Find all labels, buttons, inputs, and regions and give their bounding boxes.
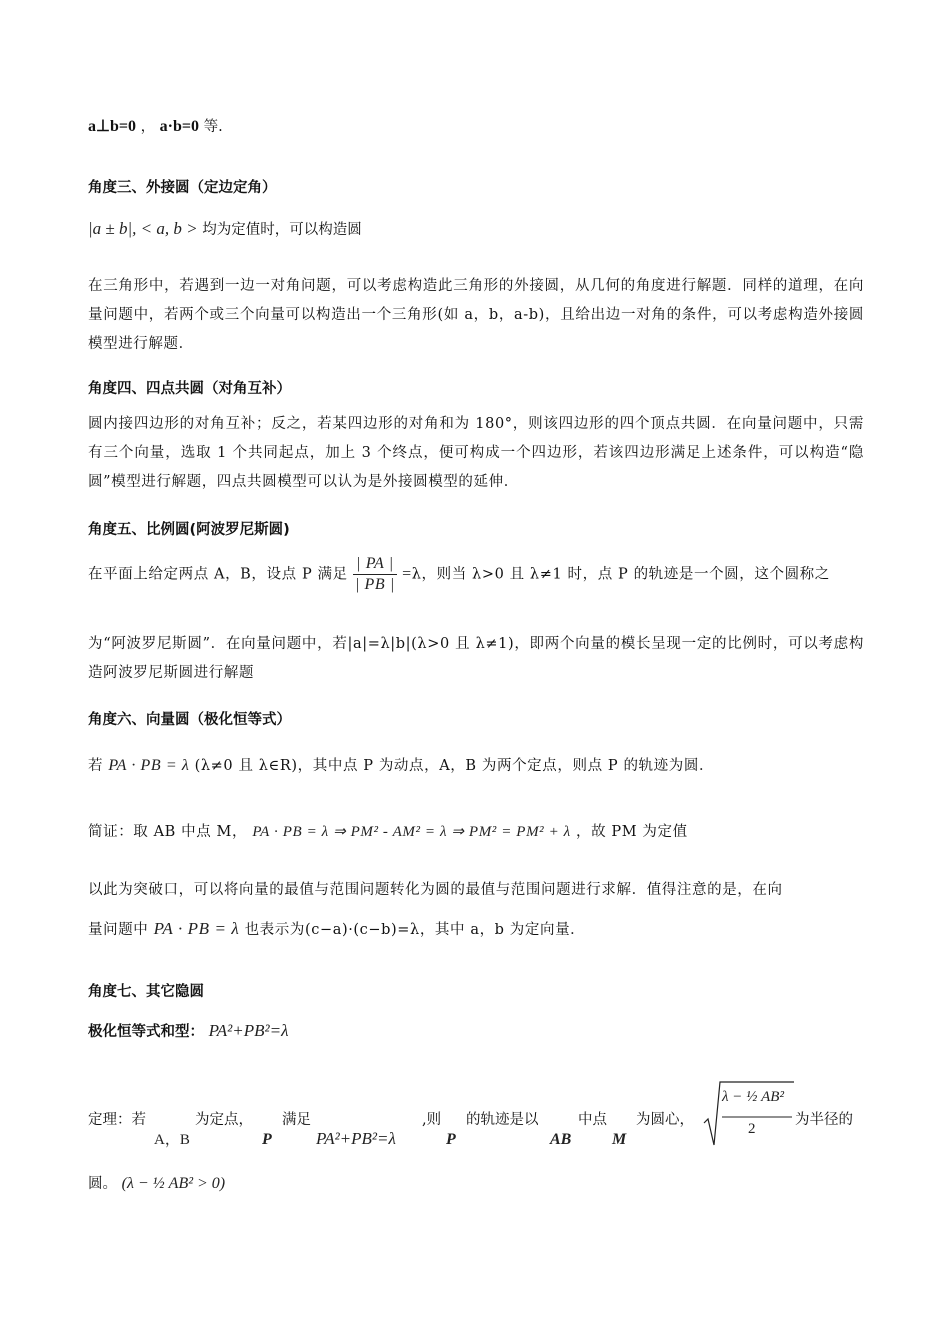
proof-suffix: ，故 PM 为定值 <box>576 824 688 840</box>
comma: ， <box>140 119 156 135</box>
section-6-line3: 以此为突破口，可以将向量的最值与范围问题转化为圆的最值与范围问题进行求解．值得注意的是，在向 <box>88 882 783 898</box>
last-condition: (λ − ½ AB² > 0) <box>121 1175 226 1192</box>
thm-b: 为定点， <box>195 1112 253 1128</box>
ratio-numerator: | PA | <box>353 555 397 575</box>
equals-sign: = <box>402 565 412 583</box>
thm-f: 中点 <box>578 1112 607 1128</box>
section-3-paragraph: 在三角形中，若遇到一边一对角问题，可以考虑构造此三角形的外接圆，从几何的角度进行解题．同样的道理，在向量问题中，若两个或三个向量可以构造出一个三角形(如 a，b，a-b)，且给出边一对角的条件，可以考虑构造外接圆模型进行解题． <box>88 278 864 352</box>
section-3-formula-line <box>88 218 864 248</box>
ruo-text: 若 <box>88 758 104 774</box>
line4-suffix: 也表示为(c−a)·(c−b)=λ，其中 a，b 为定向量． <box>244 922 586 938</box>
section-5-paragraph: 为“阿波罗尼斯圆”．在向量问题中，若|a|=λ|b|(λ>0 且 λ≠1)，即两个向量的模长呈现一定的比例时，可以考虑构造阿波罗尼斯圆进行解题 <box>88 636 864 681</box>
sub-label: 极化恒等式和型： <box>88 1024 204 1040</box>
line4-formula: PA · PB = λ <box>153 919 240 938</box>
section-7-subline <box>88 1020 864 1041</box>
section-6-heading: 角度六、向量圆（极化恒等式） <box>88 712 291 728</box>
thm-a: 定理：若 <box>88 1112 146 1128</box>
perp-formula: a⊥b=0 <box>88 118 136 135</box>
section-5-heading: 角度五、比例圆(阿波罗尼斯圆) <box>88 522 290 538</box>
dot-product-formula: PA · PB = λ <box>108 757 190 774</box>
line4-prefix: 量问题中 <box>88 922 149 938</box>
section-6-line4 <box>88 918 864 939</box>
last-text: 圆。 <box>88 1176 117 1192</box>
proof-formula: PA · PB = λ ⇒ PM² - AM² = λ ⇒ PM² = PM² + λ <box>252 824 571 840</box>
var-ab: A，B <box>154 1132 190 1148</box>
proof-prefix: 简证：取 AB 中点 M， <box>88 824 248 840</box>
var-p: P <box>262 1131 272 1148</box>
sub-formula: PA²+PB²=λ <box>208 1021 289 1040</box>
apollonius-prefix: 在平面上给定两点 A，B，设点 P 满足 <box>88 566 348 583</box>
section-6-line1 <box>88 754 864 775</box>
thm-c: 满足 <box>282 1112 311 1128</box>
apollonius-suffix: λ，则当 λ>0 且 λ≠1 时，点 P 的轨迹是一个圆，这个圆称之 <box>411 566 830 583</box>
section-5-line1 <box>88 555 864 609</box>
formula-suffix: 均为定值时，可以构造圆 <box>202 222 362 238</box>
dot-formula: a·b=0 <box>159 118 200 135</box>
intro-line <box>88 115 864 137</box>
var-m: M <box>612 1131 627 1148</box>
thm-e: 的轨迹是以 <box>466 1112 539 1128</box>
radical-numerator: λ − ½ AB² <box>722 1089 784 1105</box>
thm-h: 为半径的 <box>795 1112 853 1128</box>
thm-g: 为圆心， <box>636 1112 694 1128</box>
section-3-heading: 角度三、外接圆（定边定角） <box>88 180 277 196</box>
theorem-line <box>88 1075 864 1155</box>
line1-rest: (λ≠0 且 λ∈R)，其中点 P 为动点，A，B 为两个定点，则点 P 的轨迹为圆． <box>194 758 715 774</box>
section-6-line2 <box>88 820 864 841</box>
radical-denominator: 2 <box>748 1121 756 1137</box>
thm-d: ,则 <box>422 1112 442 1128</box>
ratio-fraction <box>353 555 397 594</box>
abs-formula: |a ± b|, < a, b > <box>88 219 198 238</box>
var-ab2: AB <box>550 1131 572 1148</box>
deng-text: 等. <box>203 119 223 135</box>
var-eq: PA²+PB²=λ <box>316 1129 396 1148</box>
ratio-denominator: | PB | <box>354 576 395 593</box>
section-7-heading: 角度七、其它隐圆 <box>88 984 204 1000</box>
section-4-heading: 角度四、四点共圆（对角互补） <box>88 381 291 397</box>
section-4-paragraph: 圆内接四边形的对角互补；反之，若某四边形的对角和为 180°，则该四边形的四个顶点共圆．在向量问题中，只需有三个向量，选取 1 个共同起点，加上 3 个终点，便可构成一个四边形，若该四边形满足上述条件，可以构造“隐圆”模型进行解题，四点共圆模型可以认为是外接圆模型的延伸． <box>88 416 864 490</box>
theorem-last-line <box>88 1172 864 1193</box>
var-p2: P <box>446 1131 456 1148</box>
